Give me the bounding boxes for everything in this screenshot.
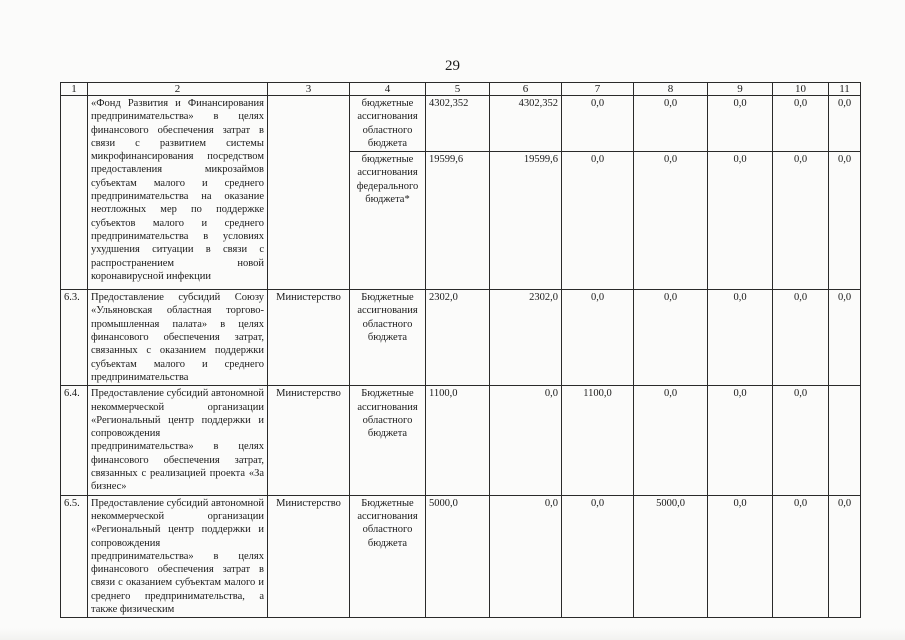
column-header: 2 (88, 83, 268, 96)
table-row (61, 386, 861, 495)
header-row (61, 83, 861, 96)
value-cell: 19599,6 (426, 152, 490, 290)
value-cell: 0,0 (562, 152, 634, 290)
value-cell: 0,0 (562, 495, 634, 618)
value-cell: 0,0 (634, 152, 708, 290)
row-responsible (268, 96, 350, 290)
value-cell (829, 386, 861, 495)
row-description: «Фонд Развития и Финансирования предпринимательства» в целях финансового обеспечения затрат в связи с развитием системы микрофинансирования посредством предоставления микрозаймов субъектам малого и среднего предпринимательства на оказание неотложных мер по поддержке субъектов малого и среднего предпринимательства в условиях ухудшения ситуации в связи с распространением новой коронавирусной инфекции (88, 96, 268, 290)
value-cell: 4302,352 (490, 96, 562, 152)
column-header: 6 (490, 83, 562, 96)
value-cell: 0,0 (829, 495, 861, 618)
table-row (61, 290, 861, 386)
value-cell: 0,0 (829, 290, 861, 386)
row-responsible: Министерство (268, 495, 350, 618)
value-cell: 0,0 (773, 96, 829, 152)
value-cell: 0,0 (708, 495, 773, 618)
row-number: 6.3. (61, 290, 88, 386)
row-description: Предоставление субсидий Союзу «Ульяновская областная торгово-промышленная палата» в целях финансового обеспечения затрат, связанных с оказанием поддержки субъектам малого и среднего предпринимательства (88, 290, 268, 386)
value-cell: 0,0 (490, 495, 562, 618)
row-description: Предоставление субсидий автономной некоммерческой организации «Региональный центр поддержки и сопровождения предпринимательства» в целях финансового обеспечения затрат, связанных с реализацией проекта «За бизнес» (88, 386, 268, 495)
value-cell: 0,0 (490, 386, 562, 495)
value-cell: 4302,352 (426, 96, 490, 152)
value-cell: 5000,0 (634, 495, 708, 618)
value-cell: 0,0 (634, 386, 708, 495)
value-cell: 0,0 (634, 96, 708, 152)
row-description: Предоставление субсидий автономной некоммерческой организации «Региональный центр поддержки и сопровождения предпринимательства» в целях финансового обеспечения затрат в связи с оказанием субъектам малого и среднего предпринимательства, а также физическим (88, 495, 268, 618)
value-cell: 1100,0 (562, 386, 634, 495)
row-number: 6.5. (61, 495, 88, 618)
table-row (61, 96, 861, 152)
value-cell: 0,0 (708, 386, 773, 495)
column-header: 8 (634, 83, 708, 96)
value-cell: 5000,0 (426, 495, 490, 618)
column-header: 1 (61, 83, 88, 96)
value-cell: 19599,6 (490, 152, 562, 290)
row-number: 6.4. (61, 386, 88, 495)
funding-source: Бюджетные ассигнования областного бюджета (350, 290, 426, 386)
funding-source: бюджетные ассигнования федерального бюджета* (350, 152, 426, 290)
page-number: 29 (445, 58, 460, 74)
column-header: 11 (829, 83, 861, 96)
value-cell: 0,0 (829, 96, 861, 152)
funding-source: Бюджетные ассигнования областного бюджета (350, 386, 426, 495)
budget-table (60, 82, 861, 618)
value-cell: 0,0 (773, 152, 829, 290)
row-responsible: Министерство (268, 386, 350, 495)
row-responsible: Министерство (268, 290, 350, 386)
funding-source: Бюджетные ассигнования областного бюджета (350, 495, 426, 618)
value-cell: 0,0 (773, 386, 829, 495)
value-cell: 1100,0 (426, 386, 490, 495)
column-header: 4 (350, 83, 426, 96)
value-cell: 0,0 (708, 152, 773, 290)
value-cell: 0,0 (634, 290, 708, 386)
value-cell: 0,0 (773, 290, 829, 386)
page-bottom-edge (0, 628, 905, 640)
value-cell: 2302,0 (490, 290, 562, 386)
row-number (61, 96, 88, 290)
column-header: 3 (268, 83, 350, 96)
value-cell: 0,0 (708, 96, 773, 152)
funding-source: бюджетные ассигнования областного бюджета (350, 96, 426, 152)
value-cell: 0,0 (708, 290, 773, 386)
value-cell: 0,0 (562, 96, 634, 152)
value-cell: 0,0 (773, 495, 829, 618)
column-header: 7 (562, 83, 634, 96)
column-header: 10 (773, 83, 829, 96)
value-cell: 2302,0 (426, 290, 490, 386)
column-header: 5 (426, 83, 490, 96)
table-row (61, 495, 861, 618)
value-cell: 0,0 (829, 152, 861, 290)
column-header: 9 (708, 83, 773, 96)
value-cell: 0,0 (562, 290, 634, 386)
